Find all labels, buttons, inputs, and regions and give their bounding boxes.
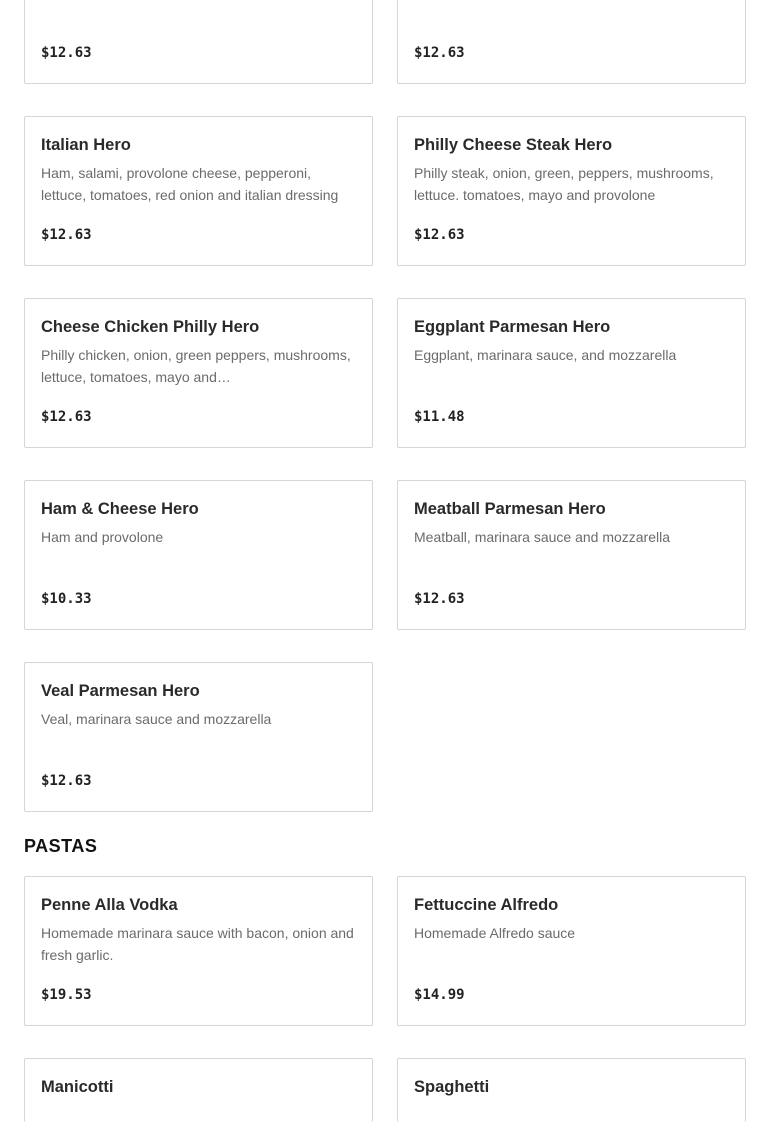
menu-item-name: Penne Alla Vodka: [41, 896, 178, 914]
menu-item-price: $12.63: [41, 45, 92, 61]
menu-item-card[interactable]: [397, 480, 746, 630]
menu-item-card[interactable]: [397, 298, 746, 448]
menu-item-name: Eggplant Parmesan Hero: [414, 318, 611, 336]
menu-item-name: Meatball Parmesan Hero: [414, 500, 606, 518]
menu-item-description: Ham, salami, provolone cheese, pepperoni, lettuce, tomatoes, red onion and italian dressing: [41, 165, 339, 203]
menu-item-card[interactable]: [397, 0, 746, 84]
menu-item-description: Ham and provolone: [41, 529, 164, 545]
menu-item-card[interactable]: [24, 116, 373, 266]
menu-item-name: Fettuccine Alfredo: [414, 896, 559, 914]
menu-item-name: Philly Cheese Steak Hero: [414, 136, 613, 154]
menu-item-card[interactable]: [24, 480, 373, 630]
menu-item-price: $12.63: [41, 409, 92, 425]
menu-item-price: $12.63: [414, 227, 465, 243]
menu-item-card[interactable]: [397, 876, 746, 1026]
menu-item-description: Philly chicken, onion, green peppers, mushrooms, lettuce, tomatoes, mayo and…: [41, 347, 351, 385]
menu-item-price: $12.63: [414, 591, 465, 607]
menu-item-name: Cheese Chicken Philly Hero: [41, 318, 260, 336]
menu-item-price: $12.63: [414, 45, 465, 61]
menu-item-name: Manicotti: [41, 1078, 114, 1096]
menu-item-name: Veal Parmesan Hero: [41, 682, 200, 700]
menu-item-price: $12.63: [41, 773, 92, 789]
menu-item-description: Veal, marinara sauce and mozzarella: [41, 711, 272, 727]
menu-item-card[interactable]: [24, 0, 373, 84]
menu-item-name: Spaghetti: [414, 1078, 490, 1096]
menu-item-card[interactable]: [397, 1058, 746, 1122]
menu-item-description: Meatball, marinara sauce and mozzarella: [414, 529, 671, 545]
menu-item-description: Homemade Alfredo sauce: [414, 925, 576, 941]
menu-item-description: Philly steak, onion, green, peppers, mushrooms, lettuce. tomatoes, mayo and provolone: [414, 165, 714, 203]
menu-item-description: Homemade marinara sauce with bacon, onion and fresh garlic.: [41, 925, 354, 963]
menu-item-price: $19.53: [41, 987, 92, 1003]
menu-item-price: $11.48: [414, 409, 465, 425]
menu-item-description: Eggplant, marinara sauce, and mozzarella: [414, 347, 677, 363]
menu-item-price: $14.99: [414, 987, 465, 1003]
section-heading-pastas: PASTAS: [24, 836, 98, 856]
menu-item-card[interactable]: [24, 662, 373, 812]
menu-item-name: Italian Hero: [41, 136, 131, 154]
menu-item-name: Ham & Cheese Hero: [41, 500, 199, 518]
menu-item-card[interactable]: [397, 116, 746, 266]
menu-item-card[interactable]: [24, 876, 373, 1026]
menu-item-card[interactable]: [24, 298, 373, 448]
menu-item-price: $10.33: [41, 591, 92, 607]
menu-item-card[interactable]: [24, 1058, 373, 1122]
menu-item-price: $12.63: [41, 227, 92, 243]
